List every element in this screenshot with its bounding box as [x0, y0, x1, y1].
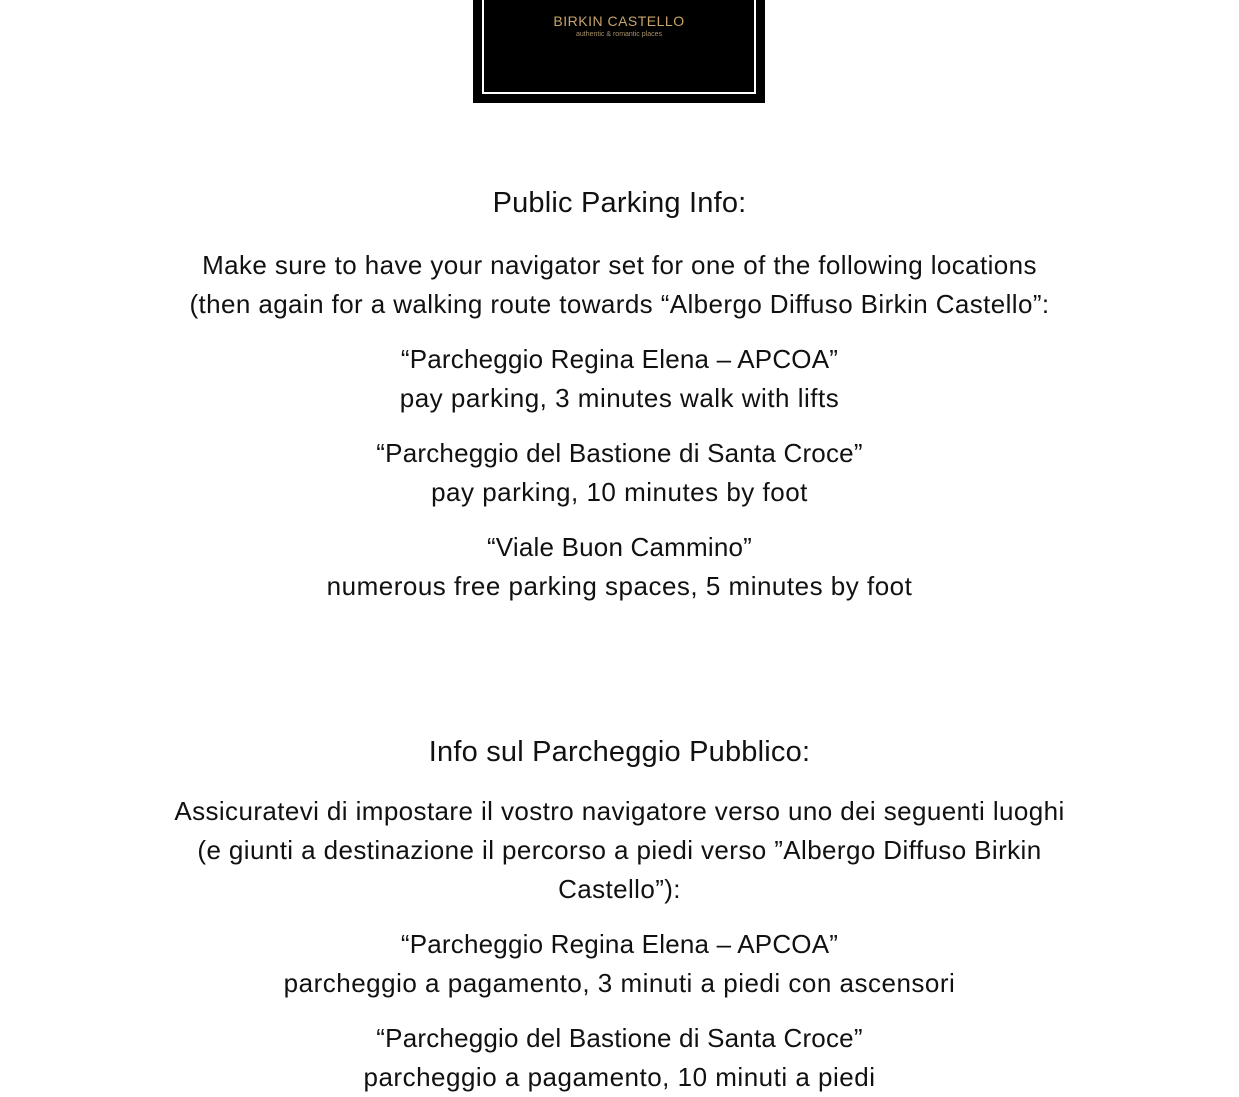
- italian-location-desc-2: parcheggio a pagamento, 10 minuti a piedi: [363, 1062, 876, 1092]
- english-intro-line1: Make sure to have your navigator set for one of the following locations: [202, 250, 1037, 280]
- italian-heading: Info sul Parcheggio Pubblico:: [428, 736, 811, 768]
- english-section: [0, 183, 1239, 606]
- italian-intro-line2: (e giunti a destinazione il percorso a piedi verso ”Albergo Diffuso Birkin: [197, 835, 1042, 865]
- english-location-desc-2: pay parking, 10 minutes by foot: [431, 477, 808, 507]
- italian-location-name-1: “Parcheggio Regina Elena – APCOA”: [400, 929, 839, 959]
- english-intro-line2: (then again for a walking route towards “Albergo Diffuso Birkin Castello”:: [189, 289, 1050, 319]
- italian-location-desc-1: parcheggio a pagamento, 3 minuti a piedi con ascensori: [283, 968, 956, 998]
- logo-box: [473, 0, 765, 103]
- english-location-name-3: “Viale Buon Cammino”: [486, 532, 753, 562]
- english-location-desc-1: pay parking, 3 minutes walk with lifts: [399, 383, 840, 413]
- logo-name: BIRKIN CASTELLO: [553, 13, 685, 29]
- logo-tagline: authentic & romantic places: [576, 31, 662, 38]
- english-heading: Public Parking Info:: [492, 187, 747, 219]
- logo-frame: [482, 0, 756, 94]
- italian-intro-line1: Assicuratevi di impostare il vostro navigatore verso uno dei seguenti luoghi: [174, 796, 1065, 826]
- english-location-name-1: “Parcheggio Regina Elena – APCOA”: [400, 344, 839, 374]
- english-location-name-2: “Parcheggio del Bastione di Santa Croce”: [376, 438, 863, 468]
- italian-intro-line3: Castello”):: [558, 874, 681, 904]
- italian-location-name-2: “Parcheggio del Bastione di Santa Croce”: [376, 1023, 863, 1053]
- english-location-desc-3: numerous free parking spaces, 5 minutes by foot: [326, 571, 913, 601]
- italian-section: [0, 732, 1239, 1097]
